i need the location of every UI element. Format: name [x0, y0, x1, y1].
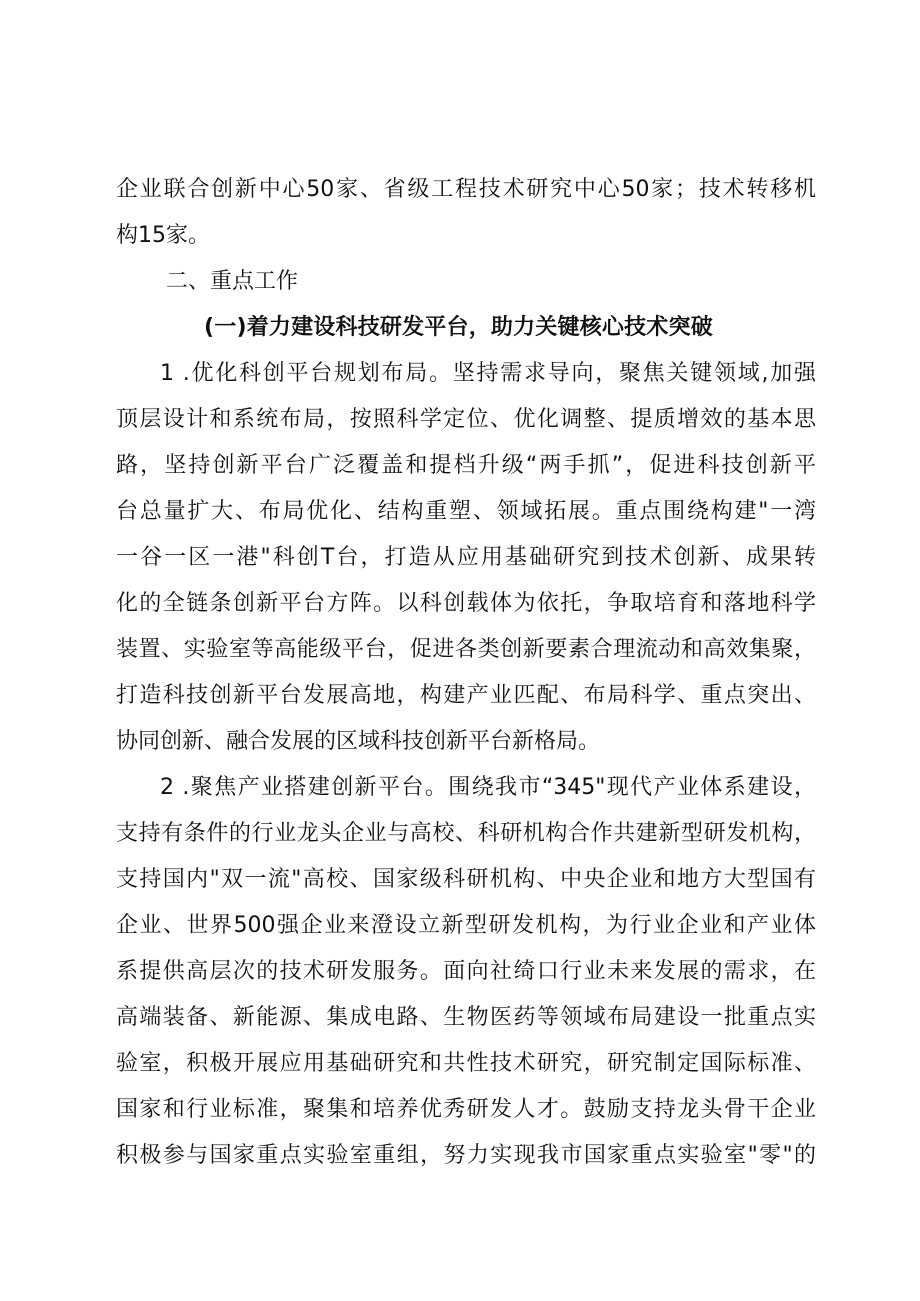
text-line: 验室，积极开展应用基础研究和共性技术研究，研究制定国际标准、	[116, 1051, 816, 1076]
text-line: 2 .聚焦产业搭建创新平台。围绕我市“345"现代产业体系建设，	[160, 775, 816, 800]
intro-paragraph	[116, 167, 816, 259]
text-line: 装置、实验室等高能级平台，促进各类创新要素合理流动和高效集聚，	[116, 637, 816, 662]
paragraph-2	[116, 765, 816, 1179]
text-line: 高端装备、新能源、集成电路、生物医药等领域布局建设一批重点实	[116, 1005, 816, 1030]
text-line: 化的全链条创新平台方阵。以科创载体为依托，争取培育和落地科学	[116, 591, 816, 616]
text-line: 企业、世界500强企业来澄设立新型研发机构，为行业企业和产业体	[116, 913, 816, 938]
text-line: 路，坚持创新平台广泛覆盖和提档升级“两手抓”，促进科技创新平	[116, 453, 816, 478]
subsection-heading: (一)着力建设科技研发平台，助力关键核心技术突破	[204, 315, 713, 340]
section-heading: 二、重点工作	[166, 269, 299, 294]
text-line: 顶层设计和系统布局，按照科学定位、优化调整、提质增效的基本思	[116, 407, 816, 432]
text-line: 一谷一区一港"科创T台，打造从应用基础研究到技术创新、成果转	[116, 545, 816, 570]
paragraph-1	[116, 351, 816, 765]
text-line: 积极参与国家重点实验室重组，努力实现我市国家重点实验室"零"的	[116, 1143, 816, 1168]
text-line: 打造科技创新平台发展高地，构建产业匹配、布局科学、重点突出、	[116, 683, 816, 708]
text-line: 台总量扩大、布局优化、结构重塑、领域拓展。重点围绕构建"一湾	[116, 499, 816, 524]
text-line: 系提供高层次的技术研发服务。面向社绮口行业未来发展的需求，在	[116, 959, 816, 984]
text-line: 构15家。	[116, 223, 210, 248]
text-line: 1 .优化科创平台规划布局。坚持需求导向，聚焦关键领域,加强	[160, 361, 816, 386]
text-line: 国家和行业标准，聚集和培养优秀研发人才。鼓励支持龙头骨干企业	[116, 1097, 816, 1122]
text-line: 支持有条件的行业龙头企业与高校、科研机构合作共建新型研发机构，	[116, 821, 816, 846]
text-line: 协同创新、融合发展的区域科技创新平台新格局。	[116, 729, 601, 754]
text-line: 企业联合创新中心50家、省级工程技术研究中心50家；技术转移机	[116, 177, 816, 202]
document-body	[116, 167, 816, 1179]
text-line: 支持国内"双一流"高校、国家级科研机构、中央企业和地方大型国有	[116, 867, 816, 892]
